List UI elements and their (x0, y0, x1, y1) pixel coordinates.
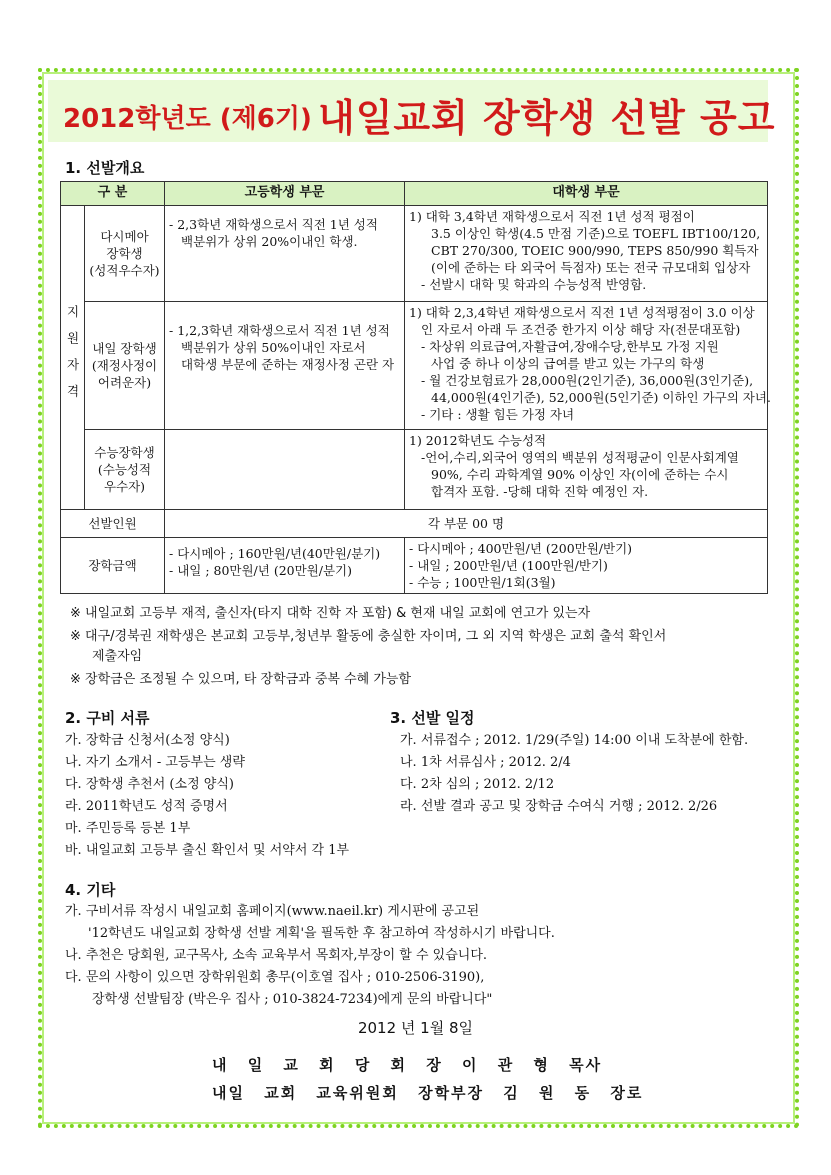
row-high (165, 206, 405, 302)
schedule-item: 다. 2차 심의 ; 2012. 2/12 (400, 777, 555, 792)
selection-label: 선발인원 (61, 510, 165, 538)
row-univ (405, 430, 768, 510)
section3-heading: 3. 선발 일정 (390, 709, 475, 727)
doc-item: 마. 주민등록 등본 1부 (65, 821, 191, 836)
amount-line: - 다시메아 ; 160만원/년(40만원/분기) (169, 546, 381, 561)
univ-line: 사업 중 하나 이상의 급여를 받고 있는 가구의 학생 (431, 356, 705, 371)
doc-item: 다. 장학생 추천서 (소정 양식) (65, 777, 234, 792)
category-line: 장학생 (106, 246, 143, 261)
selection-value: 각 부문 00 명 (165, 510, 768, 538)
signature-pastor: 내 일 교 회 당 회 장 이 관 형 목사 (212, 1056, 603, 1074)
univ-line: - 월 건강보험료가 28,000원(2인기준), 36,000원(3인기준), (421, 373, 754, 388)
header-high: 고등학생 부문 (165, 182, 405, 206)
amount-line: - 다시메아 ; 400만원/년 (200만원/반기) (409, 541, 633, 556)
row-category (85, 302, 165, 430)
note-line: ※ 내일교회 고등부 재적, 출신자(타지 대학 진학 자 포함) & 현재 내일 교회에 연고가 있는자 (70, 606, 591, 621)
note-line: 제출자임 (92, 649, 143, 664)
etc-item: 나. 추천은 당회원, 교구목사, 소속 교육부서 목회자,부장이 할 수 있습니다. (65, 948, 488, 963)
schedule-item: 나. 1차 서류심사 ; 2012. 2/4 (400, 755, 571, 770)
row-category (85, 430, 165, 510)
row-high (165, 430, 405, 510)
category-line: 우수자) (103, 479, 146, 494)
univ-line: CBT 270/300, TOEIC 900/990, TEPS 850/990 획득자 (431, 243, 759, 258)
univ-line: 44,000원(4인기준), 52,000원(5인기준) 이하인 가구의 자녀. (431, 390, 771, 405)
category-line: (수능성적 (97, 462, 152, 477)
etc-item: 가. 구비서류 작성시 내일교회 홈페이지(www.naeil.kr) 게시판에 공고된 (65, 904, 480, 919)
univ-line: 90%, 수리 과학계열 90% 이상인 자(이에 준하는 수시 (431, 467, 729, 482)
row-univ (405, 302, 771, 430)
category-line: 다시메아 (100, 229, 149, 244)
univ-line: 1) 2012학년도 수능성적 (409, 433, 547, 448)
doc-item: 라. 2011학년도 성적 증명서 (65, 799, 228, 814)
row-univ (405, 206, 768, 302)
note-line: ※ 대구/경북권 재학생은 본교회 고등부,청년부 활동에 충실한 자이며, 그 외 지역 학생은 교회 출석 확인서 (70, 629, 667, 644)
signature-chair: 내일 교회 교육위원회 장학부장 김 원 동 장로 (212, 1084, 644, 1102)
high-line: - 2,3학년 재학생으로서 직전 1년 성적 (169, 217, 378, 232)
univ-line: 1) 대학 2,3,4학년 재학생으로서 직전 1년 성적평점이 3.0 이상 (409, 305, 755, 320)
category-line: 수능장학생 (94, 445, 155, 460)
etc-item: '12학년도 내일교회 장학생 선발 계획'을 필독한 후 참고하여 작성하시기 바랍니다. (88, 926, 555, 941)
univ-line: 인 자로서 아래 두 조건중 한가지 이상 해당 자(전문대포함) (421, 322, 741, 337)
etc-item: 다. 문의 사항이 있으면 장학위원회 총무(이호열 집사 ; 010-2506-3190), (65, 970, 485, 985)
section2-heading: 2. 구비 서류 (65, 709, 150, 727)
row-category (85, 206, 165, 302)
row-high (165, 302, 405, 430)
univ-line: 3.5 이상인 학생(4.5 만점 기준)으로 TOEFL IBT100/120, (431, 226, 761, 241)
doc-item: 가. 장학금 신청서(소정 양식) (65, 733, 230, 748)
high-line: 대학생 부문에 준하는 재정사정 곤란 자 (181, 357, 395, 372)
page-title: 내일교회 장학생 선발 공고 (318, 96, 776, 140)
amount-line: - 내일 ; 80만원/년 (20만원/분기) (169, 563, 352, 578)
amount-label: 장학금액 (61, 538, 165, 594)
amount-univ (405, 538, 768, 594)
amount-high (165, 538, 405, 594)
univ-line: - 차상위 의료급여,자활급여,장애수당,한부모 가정 지원 (421, 339, 719, 354)
title-term: (제6기) (219, 104, 312, 134)
etc-item: 장학생 선발팀장 (박은우 집사 ; 010-3824-7234)에게 문의 바랍니다" (92, 992, 493, 1007)
table-row (61, 538, 768, 594)
header-category: 구 분 (61, 182, 165, 206)
univ-line: 합격자 포함. -당해 대학 진학 예정인 자. (431, 484, 649, 499)
univ-line: -언어,수리,외국어 영역의 백분위 성적평균이 인문사회계열 (421, 450, 739, 465)
table-row (61, 206, 768, 302)
high-line: 백분위가 상위 20%이내인 학생. (181, 234, 358, 249)
doc-item: 나. 자기 소개서 - 고등부는 생략 (65, 755, 245, 770)
header-univ: 대학생 부문 (405, 182, 768, 206)
univ-line: (이에 준하는 타 외국어 득점자) 또는 전국 규모대회 입상자 (431, 260, 751, 275)
schedule-item: 라. 선발 결과 공고 및 장학금 수여식 거행 ; 2012. 2/26 (400, 799, 718, 814)
univ-line: - 선발시 대학 및 학과의 수능성적 반영함. (421, 277, 647, 292)
section1-heading: 1. 선발개요 (65, 159, 145, 177)
category-line: (재정사정이 (91, 358, 158, 373)
univ-line: 1) 대학 3,4학년 재학생으로서 직전 1년 성적 평점이 (409, 209, 695, 224)
table-header-row (61, 182, 768, 206)
table-row (61, 510, 768, 538)
doc-item: 바. 내일교회 고등부 출신 확인서 및 서약서 각 1부 (65, 843, 350, 858)
category-line: 내일 장학생 (92, 341, 157, 356)
category-line: (성적우수자) (89, 263, 160, 278)
amount-line: - 수능 ; 100만원/1회(3월) (409, 575, 556, 590)
category-line: 어려운자) (97, 375, 152, 390)
high-line: 백분위가 상위 50%이내인 자로서 (181, 340, 366, 355)
title-year: 2012학년도 (제6기) (63, 104, 312, 134)
issue-date: 2012 년 1월 8일 (357, 1019, 474, 1037)
univ-line: - 기타 : 생활 힘든 가정 자녀 (421, 407, 575, 422)
table-row (61, 302, 768, 430)
side-label: 지원자격 (61, 206, 85, 510)
section4-heading: 4. 기타 (65, 881, 116, 899)
note-line: ※ 장학금은 조정될 수 있으며, 타 장학금과 중복 수혜 가능함 (70, 672, 412, 687)
overview-table (60, 181, 771, 594)
high-line: - 1,2,3학년 재학생으로서 직전 1년 성적 (169, 323, 390, 338)
amount-line: - 내일 ; 200만원/년 (100만원/반기) (409, 558, 608, 573)
schedule-item: 가. 서류접수 ; 2012. 1/29(주일) 14:00 이내 도착분에 한함. (400, 733, 749, 748)
table-row (61, 430, 768, 510)
